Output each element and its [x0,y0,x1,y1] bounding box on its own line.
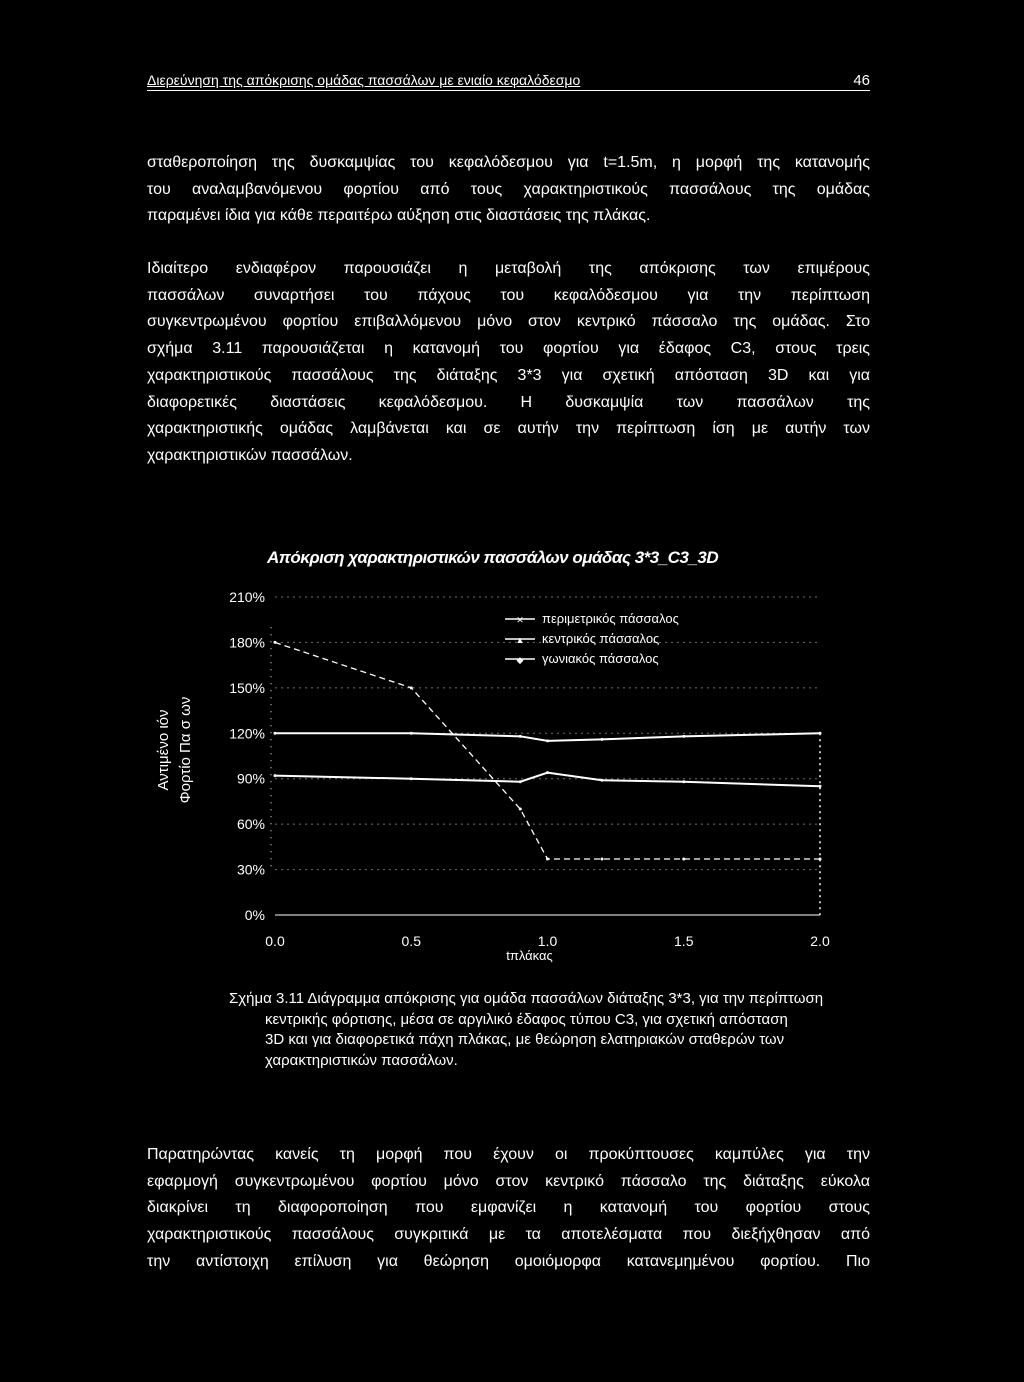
data-point [519,808,522,811]
data-point [601,738,604,741]
text-line: χαρακτηριστικούς πασσάλους της διάταξης 3*3 για σχετική απόσταση 3D και για [147,366,870,384]
text-line: Παρατηρώντας κανείς τη μορφή που έχουν οι προκύπτουσες καμπύλες για την [147,1146,870,1163]
data-point [682,780,685,783]
running-header [147,72,870,91]
x-tick-label: 0.5 [401,933,421,949]
caption-line: Σχήμα 3.11 Διάγραμμα απόκρισης για ομάδα πασσάλων διάταξης 3*3, για την περίπτωση [229,990,824,1007]
paragraph-1 [147,150,870,230]
y-axis-label: Φορτίο Πα σ ων [177,696,194,804]
series-line [275,642,820,859]
paragraph-2 [147,256,870,470]
caption-line: 3D και για διαφορετικά πάχη πλάκας, με θεώρηση ελατηριακών σταθερών των [265,1031,785,1048]
series-line [275,773,820,787]
y-tick-label: 0% [244,907,265,923]
data-point [410,732,413,735]
data-point [819,785,822,788]
y-tick-label: 60% [236,816,265,833]
text-line: συγκεντρωμένου φορτίου επιβαλλόμενου μόνο στον κεντρικό πάσσαλο της ομάδας. Στο [147,313,870,331]
data-point [601,779,604,782]
data-point [682,857,685,860]
legend-marker: ▲ [515,635,525,645]
y-tick-label: 150% [229,679,265,696]
data-point [819,857,822,860]
x-tick-label: 2.0 [810,933,830,949]
data-point [819,732,822,735]
running-title: Διερεύνηση της απόκρισης ομάδας πασσάλων με ενιαίο κεφαλόδεσμο [147,72,581,88]
y-tick-label: 210% [229,589,265,605]
page-number: 46 [853,72,870,89]
data-point [519,780,522,783]
text-line: διακρίνει τη διαφοροποίηση που εμφανίζει η κατανομή του φορτίου στους [147,1199,870,1217]
y-tick-label: 120% [229,725,265,742]
text-line: εφαρμογή συγκεντρωμένου φορτίου μόνο στον κεντρικό πάσσαλο της διάταξης εύκολα [147,1172,870,1190]
data-point [519,735,522,738]
data-point [546,771,549,774]
data-point [410,686,413,689]
chart-title: Απόκριση χαρακτηριστικών πασσάλων ομάδας 3*3_C3_3D [267,548,719,567]
data-point [546,739,549,742]
data-point [274,732,277,735]
text-line: χαρακτηριστικών πασσάλων. [147,446,353,464]
y-tick-label: 90% [236,770,265,787]
text-line: σταθεροποίηση της δυσκαμψίας του κεφαλόδεσμου για t=1.5m, η μορφή της κατανομής [147,154,870,171]
plot-area [155,589,830,963]
caption-line: χαρακτηριστικών πασσάλων. [265,1051,458,1069]
legend-label: γωνιακός πάσσαλος [542,651,659,666]
x-tick-label: 0.0 [265,933,285,949]
text-line: του αναλαμβανόμενου φορτίου από τους χαρακτηριστικούς πασσάλους της ομάδας [147,180,870,198]
data-point [601,857,604,860]
text-line: χαρακτηριστικούς πασσάλους συγκριτικά με τα αποτελέσματα που διεξήχθησαν από [147,1226,870,1244]
y-axis-label: Αντιμένο ιόν [155,709,172,791]
data-point [546,857,549,860]
x-tick-label: 1.0 [537,933,558,949]
y-tick-label: 180% [229,634,265,651]
legend-marker: ✕ [516,615,524,625]
figure-caption [229,989,872,1071]
data-point [274,641,277,644]
y-tick-label: 30% [236,861,265,878]
caption-line: κεντρικής φόρτισης, μέσα σε αργιλικό έδαφος τύπου C3, για σχετική απόσταση [265,1010,788,1028]
text-line: παραμένει ίδια για κάθε περαιτέρω αύξηση στις διαστάσεις της πλάκας. [147,207,651,225]
legend-label: κεντρικός πάσσαλος [542,631,660,646]
data-point [274,774,277,777]
data-point [410,777,413,780]
legend-marker: ◆ [516,655,524,665]
text-line: την αντίστοιχη επίλυση για θεώρηση ομοιόμορφα κατανεμημένου φορτίου. Πιο [147,1252,870,1270]
text-line: Ιδιαίτερο ενδιαφέρον παρουσιάζει η μεταβολή της απόκρισης των επιμέρους [147,260,870,277]
data-point [682,735,685,738]
text-line: χαρακτηριστικής ομάδας λαμβάνεται και σε αυτήν την περίπτωση ίση με αυτήν των [147,420,870,438]
paragraph-3 [147,1142,870,1276]
x-axis-label: tπλάκας [506,948,553,963]
x-tick-label: 1.5 [674,933,694,949]
chart [155,575,840,975]
text-line: σχήμα 3.11 παρουσιάζεται η κατανομή του φορτίου για έδαφος C3, στους τρεις [147,340,870,358]
text-line: διαφορετικές διαστάσεις κεφαλόδεσμου. Η δυσκαμψία των πασσάλων της [147,393,870,411]
legend-label: περιμετρικός πάσσαλος [542,611,679,626]
text-line: πασσάλων συναρτήσει του πάχους του κεφαλόδεσμου για την περίπτωση [147,286,870,304]
